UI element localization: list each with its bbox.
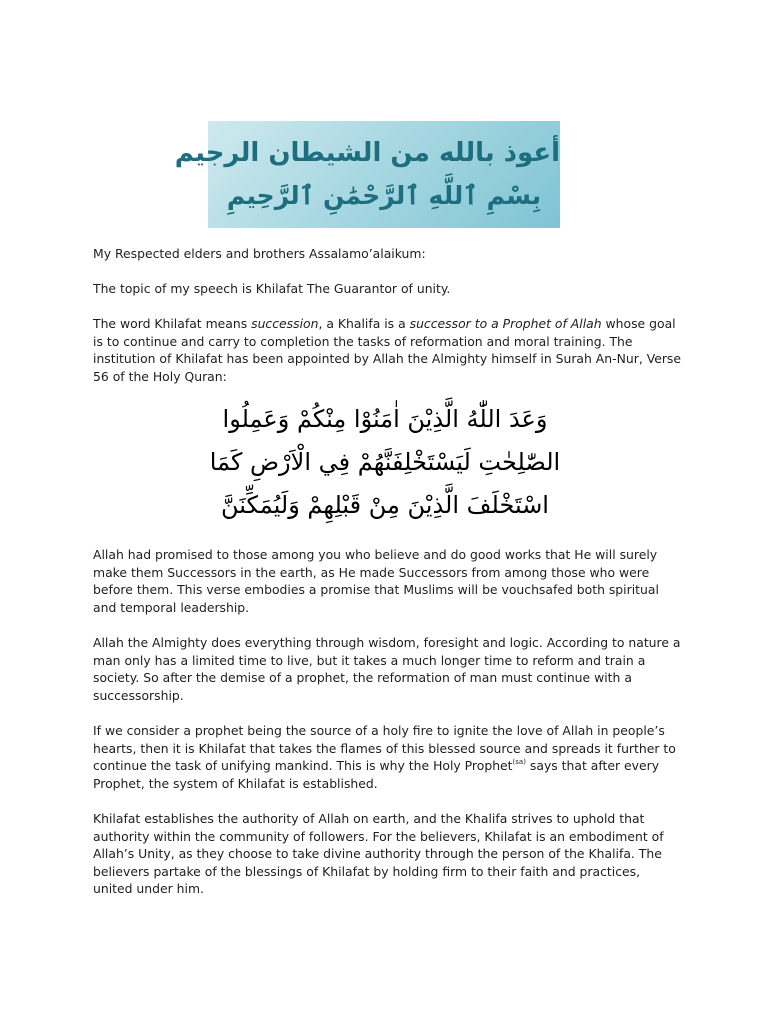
greeting-paragraph: [93, 245, 683, 263]
verse-line-3: اسْتَخْلَفَ الَّذِيْنَ مِنْ قَبْلِهِمْ وَلَيُمَكِّنَنَّ: [221, 491, 549, 519]
definition-text-e: whose goal is to continue and carry to completion the tasks of reformation and moral training. The institution of Khilafat has been appointed by Allah the Almighty himself in Surah An-Nur, Verse 56 of the Holy Quran:: [93, 316, 682, 384]
promise-paragraph: [93, 546, 683, 616]
salutation-superscript: (sa): [512, 758, 526, 767]
greeting-text: My Respected elders and brothers Assalamo’alaikum:: [93, 246, 426, 261]
promise-text: Allah had promised to those among you who believe and do good works that He will surely make them Successors in the earth, as He made Successors from among those who were before them. This verse embodies a promise that Muslims will be vouchsafed both spiritual and temporal leadership.: [93, 547, 659, 615]
holy-fire-paragraph: [93, 722, 683, 792]
holy-fire-text-b: says that after every Prophet, the system of Khilafat is established.: [93, 758, 660, 791]
header-banner: [174, 121, 560, 228]
definition-text-c: , a Khalifa is a: [318, 316, 410, 331]
topic-paragraph: [93, 280, 683, 298]
definition-text-a: The word Khilafat means: [93, 316, 252, 331]
taawwudh-text: أعوذ بالله من الشيطان الرجيم: [174, 138, 560, 168]
bismillah-text: بِسْمِ ٱللَّهِ ٱلرَّحْمَٰنِ ٱلرَّحِيمِ: [226, 181, 542, 210]
authority-text: Khilafat establishes the authority of Allah on earth, and the Khalifa strives to uphold that authority within the community of followers. For the believers, Khilafat is an embodiment of Allah’s Unity, as they choose to take divine authority through the person of the Khalifa. The believers partake of the blessings of Khilafat by holding firm to their faith and practices, united under him.: [93, 811, 664, 897]
quran-verse: [200, 398, 570, 527]
topic-text: The topic of my speech is Khilafat The Guarantor of unity.: [93, 281, 451, 296]
holy-fire-text-a: If we consider a prophet being the source of a holy fire to ignite the love of Allah in people’s hearts, then it is Khilafat that takes the flames of this blessed source and spreads it further to continue the task of unifying mankind. This is why the Holy Prophet: [93, 723, 676, 774]
definition-paragraph: [93, 315, 683, 385]
definition-italic-succession: succession: [251, 316, 319, 331]
definition-italic-successor: successor to a Prophet of Allah: [409, 316, 602, 331]
authority-paragraph: [93, 810, 683, 898]
wisdom-paragraph: [93, 634, 683, 704]
verse-line-1: وَعَدَ اللّٰهُ الَّذِيْنَ اٰمَنُوْا مِنْكُمْ وَعَمِلُوا: [222, 405, 548, 433]
wisdom-text: Allah the Almighty does everything through wisdom, foresight and logic. According to nature a man only has a limited time to live, but it takes a much longer time to reform and train a society. So after the demise of a prophet, the reformation of man must continue with a successorship.: [93, 635, 681, 703]
verse-line-2: الصّٰلِحٰتِ لَيَسْتَخْلِفَنَّهُمْ فِي الْاَرْضِ كَمَا: [209, 448, 561, 476]
